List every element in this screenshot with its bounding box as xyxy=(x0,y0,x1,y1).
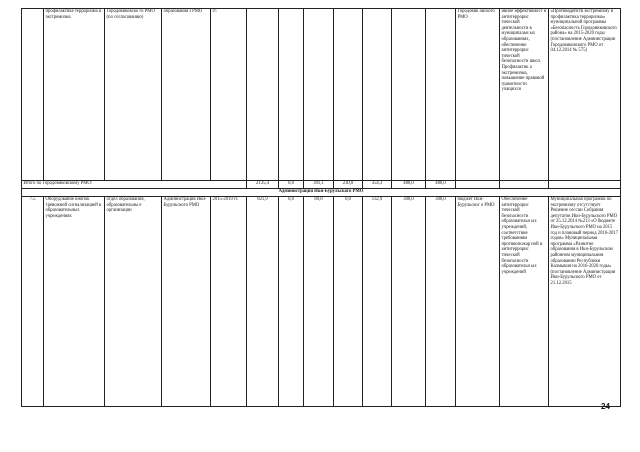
cell-value: 300,0 xyxy=(426,197,456,407)
total-label: Итого по Городовиковскому РМО: xyxy=(22,181,247,189)
cell-number xyxy=(22,9,44,181)
section-title: Администрация Ики-Бурульского РМО xyxy=(22,189,621,197)
cell-value: 821,9 xyxy=(247,197,279,407)
cell-empty xyxy=(549,181,621,189)
total-row xyxy=(22,181,621,189)
cell-value xyxy=(247,9,279,181)
table-row-7-5 xyxy=(22,197,621,407)
cell-value xyxy=(304,9,334,181)
cell-measure: Оборудование кнопок тревожной сигнализацией в образовательных учреждениях xyxy=(44,197,105,407)
cell-basis: Муниципальная программа по экстремизму отсутствует Решение сессии Собрания депутатов Ики-Бурульского РМО от 25.12.2014 №213 «О бюджете Ики-Бурульского РМО на 2015 год и плановый период 2016-2017 годов» Муниципальная программа «Развитие образования в Ики-Бурульском районном муниципальном образовании Республики Калмыкия на 2016-2020 годы» (постановление Администрации Ики-Бурульского РМО от 21.12.2015 xyxy=(549,197,621,407)
cell-value xyxy=(363,9,392,181)
cell-value xyxy=(392,9,426,181)
total-value: 480,0 xyxy=(426,181,456,189)
cell-period: 2015-2019 гг. xyxy=(211,197,247,407)
total-value: 354,3 xyxy=(363,181,392,189)
cell-value xyxy=(279,9,304,181)
table-row-top xyxy=(22,9,621,181)
cell-coexecutor: образования ГРМО xyxy=(162,9,211,181)
cell-value xyxy=(426,9,456,181)
cell-number: 7.5 xyxy=(22,197,44,407)
section-header-row xyxy=(22,189,621,197)
page-number: 24 xyxy=(601,402,610,411)
cell-measure: профилактике терроризма и экстремизма xyxy=(44,9,105,181)
cell-executor: отдел образования, образовательны е организации xyxy=(105,197,162,407)
cell-value: 300,0 xyxy=(392,197,426,407)
cell-value: 0,0 xyxy=(279,197,304,407)
total-value: 0,0 xyxy=(279,181,304,189)
cell-source: Городовик овского РМО xyxy=(456,9,500,181)
cell-empty xyxy=(500,181,549,189)
cell-result: Обеспечение антитеррорис тической безопасности образовательн ых учреждений, соответствие требованиям противопожар ной и антитеррорис тической безопасности образовательн ых учреждений xyxy=(500,197,549,407)
cell-executor: Городовиковско го РМО (по согласованию) xyxy=(105,9,162,181)
total-value: 230,0 xyxy=(334,181,363,189)
cell-value: 0,0 xyxy=(334,197,363,407)
cell-result: ивное эффективност и антитеррорис тической деятельности в муниципальн ых образованиях, обеспечение антитеррорис тической безопасности школ. Профилактик а экстремизма, повышение правовой грамотности учащихся xyxy=(500,9,549,181)
total-value: 480,0 xyxy=(392,181,426,189)
document-table xyxy=(21,8,621,407)
cell-source: бюджет Ики-Бурульског о РМО xyxy=(456,197,500,407)
cell-value: 132,9 xyxy=(363,197,392,407)
total-value: 391,1 xyxy=(304,181,334,189)
cell-period: гг. xyxy=(211,9,247,181)
cell-basis: «Противодейств экстремизму и профилактика терроризма» муниципальной программы «Безопасность Городовиковского района» на 2015-2020 годы (постановление Администрации Городовиковского РМО от 04.12.2014 № 575) xyxy=(549,9,621,181)
total-value: 2135,4 xyxy=(247,181,279,189)
cell-coexecutor: Администрация Ики-Бурульского РМО xyxy=(162,197,211,407)
cell-value xyxy=(334,9,363,181)
cell-value: 89,0 xyxy=(304,197,334,407)
cell-empty xyxy=(456,181,500,189)
